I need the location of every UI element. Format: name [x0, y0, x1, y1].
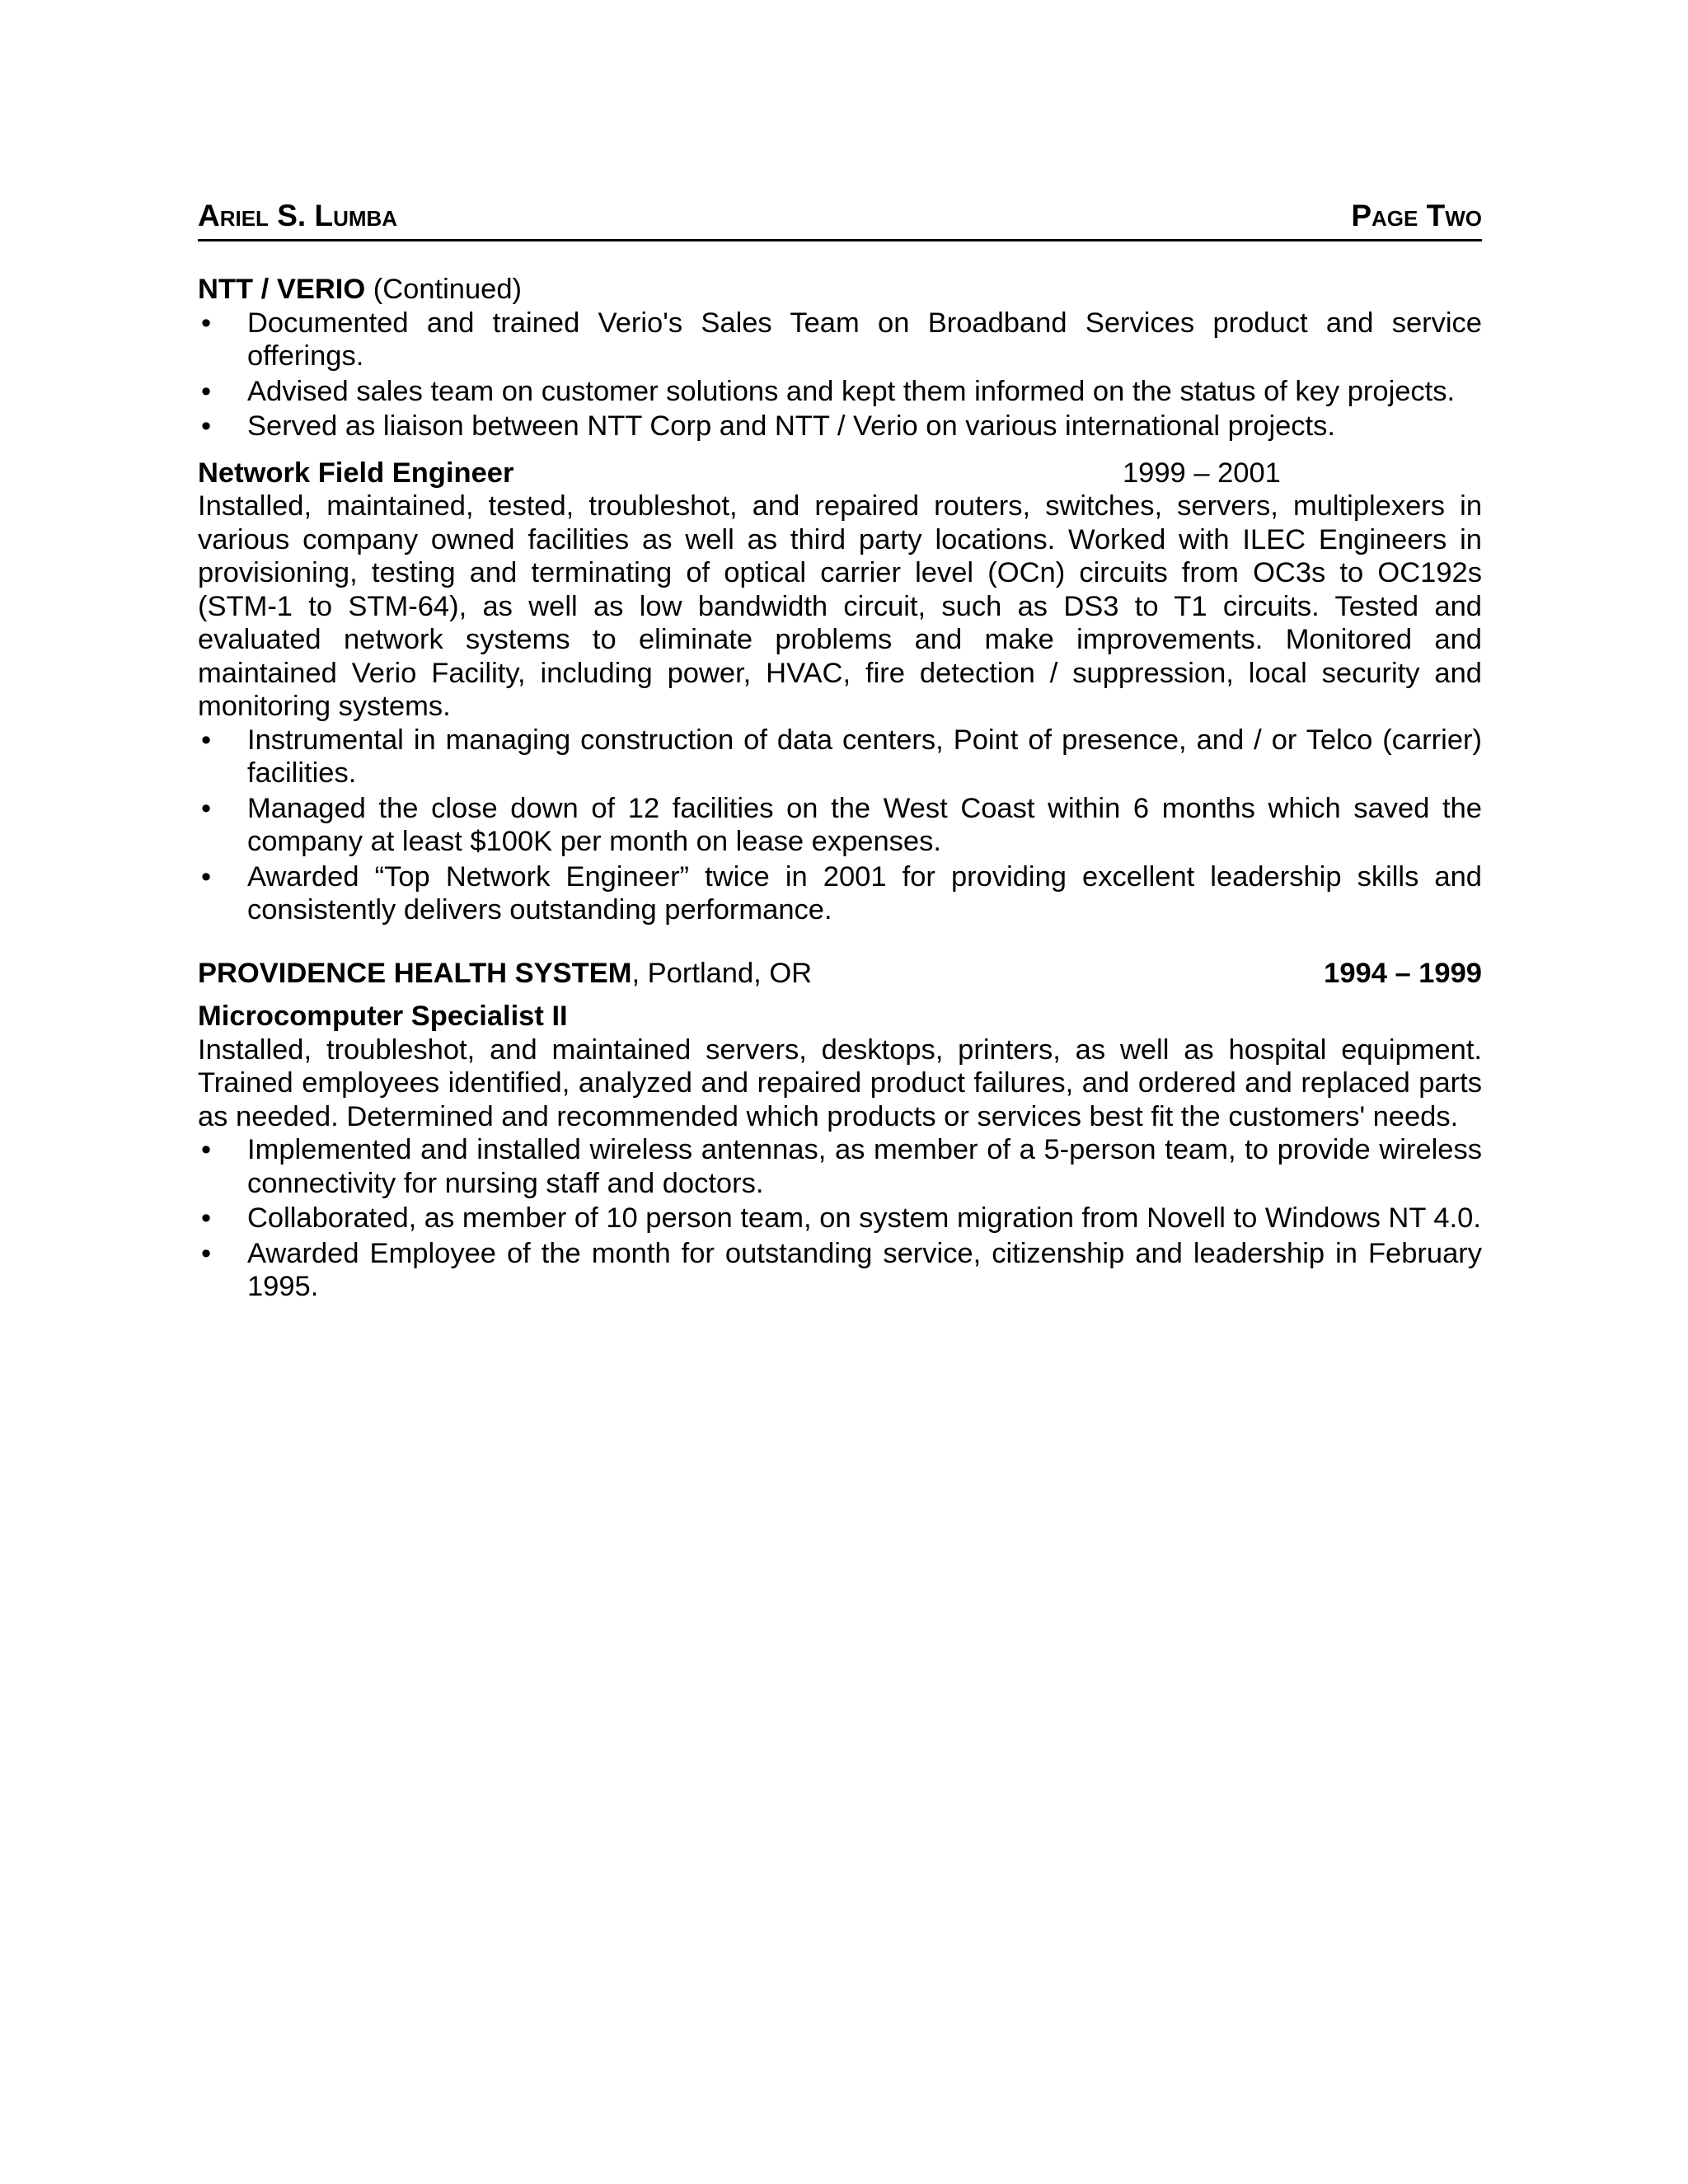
- bullet-icon: •: [201, 375, 212, 407]
- company-dates: 1994 – 1999: [1324, 957, 1482, 989]
- bullet-text: Implemented and installed wireless antennas, as member of a 5-person team, to provide wireless connectivity for nursing staff and doctors.: [247, 1134, 1482, 1199]
- company-name: PROVIDENCE HEALTH SYSTEM: [198, 957, 632, 989]
- header-name: Ariel S. Lumba: [198, 199, 398, 232]
- bullet-icon: •: [201, 724, 212, 756]
- list-item: [198, 307, 1482, 373]
- bullet-icon: •: [201, 307, 212, 339]
- company-line: [198, 957, 812, 991]
- network-engineer-bullets: [198, 724, 1482, 927]
- bullet-text: Awarded Employee of the month for outstanding service, citizenship and leadership in February 1995.: [247, 1237, 1482, 1302]
- role-description: Installed, troubleshot, and maintained servers, desktops, printers, as well as hospital equipment. Trained employees identified, analyzed and repaired product failures, and ordered and replaced parts as needed. Determined and recommended which products or services best fit the customers' needs.: [198, 1033, 1482, 1132]
- list-item: [198, 1237, 1482, 1304]
- page-header: [198, 196, 1482, 241]
- resume-page: [198, 196, 1482, 1304]
- bullet-icon: •: [201, 1237, 212, 1269]
- header-page-label: Page Two: [1351, 199, 1482, 232]
- bullet-icon: •: [201, 1134, 212, 1165]
- role-heading-network-field-engineer: [198, 457, 1482, 490]
- list-item: [198, 375, 1482, 409]
- bullet-icon: •: [201, 410, 212, 442]
- list-item: [198, 1202, 1482, 1235]
- bullet-text: Advised sales team on customer solutions and kept them informed on the status of key projects.: [247, 375, 1456, 407]
- list-item: [198, 410, 1482, 443]
- company-heading-providence: [198, 957, 1482, 991]
- bullet-icon: •: [201, 1202, 212, 1234]
- bullet-text: Awarded “Top Network Engineer” twice in 2001 for providing excellent leadership skills and consistently delivers outstanding performance.: [247, 860, 1482, 926]
- bullet-text: Documented and trained Verio's Sales Team on Broadband Services product and service offerings.: [247, 307, 1482, 372]
- list-item: [198, 1133, 1482, 1200]
- list-item: [198, 792, 1482, 859]
- ntt-verio-bullets: [198, 307, 1482, 443]
- company-note: (Continued): [365, 274, 523, 305]
- bullet-text: Collaborated, as member of 10 person team, on system migration from Novell to Windows NT 4.0.: [247, 1202, 1481, 1234]
- bullet-text: Managed the close down of 12 facilities on the West Coast within 6 months which saved the company at least $100K per month on lease expenses.: [247, 792, 1482, 857]
- role-dates: 1999 – 2001: [1123, 457, 1281, 489]
- role-title: Microcomputer Specialist II: [198, 1001, 568, 1032]
- list-item: [198, 724, 1482, 790]
- company-location: , Portland, OR: [631, 957, 813, 989]
- role-title: Network Field Engineer: [198, 457, 514, 489]
- bullet-text: Instrumental in managing construction of data centers, Point of presence, and / or Telco (carrier) facilities.: [247, 724, 1482, 789]
- microcomputer-specialist-bullets: [198, 1133, 1482, 1304]
- bullet-icon: •: [201, 860, 212, 893]
- company-heading-ntt-verio: [198, 273, 1482, 307]
- role-description: Installed, maintained, tested, troubleshot, and repaired routers, switches, servers, multiplexers in various company owned facilities as well as third party locations. Worked with ILEC Engineers in provisioning, testing and terminating of optical carrier level (OCn) circuits from OC3s to OC192s (STM-1 to STM-64), as well as low bandwidth circuit, such as DS3 to T1 circuits. Tested and evaluated network systems to eliminate problems and make improvements. Monitored and maintained Verio Facility, including power, HVAC, fire detection / suppression, local security and monitoring systems.: [198, 490, 1482, 722]
- company-name: NTT / VERIO: [198, 274, 366, 305]
- list-item: [198, 860, 1482, 927]
- bullet-icon: •: [201, 792, 212, 824]
- bullet-text: Served as liaison between NTT Corp and NTT / Verio on various international projects.: [247, 410, 1335, 442]
